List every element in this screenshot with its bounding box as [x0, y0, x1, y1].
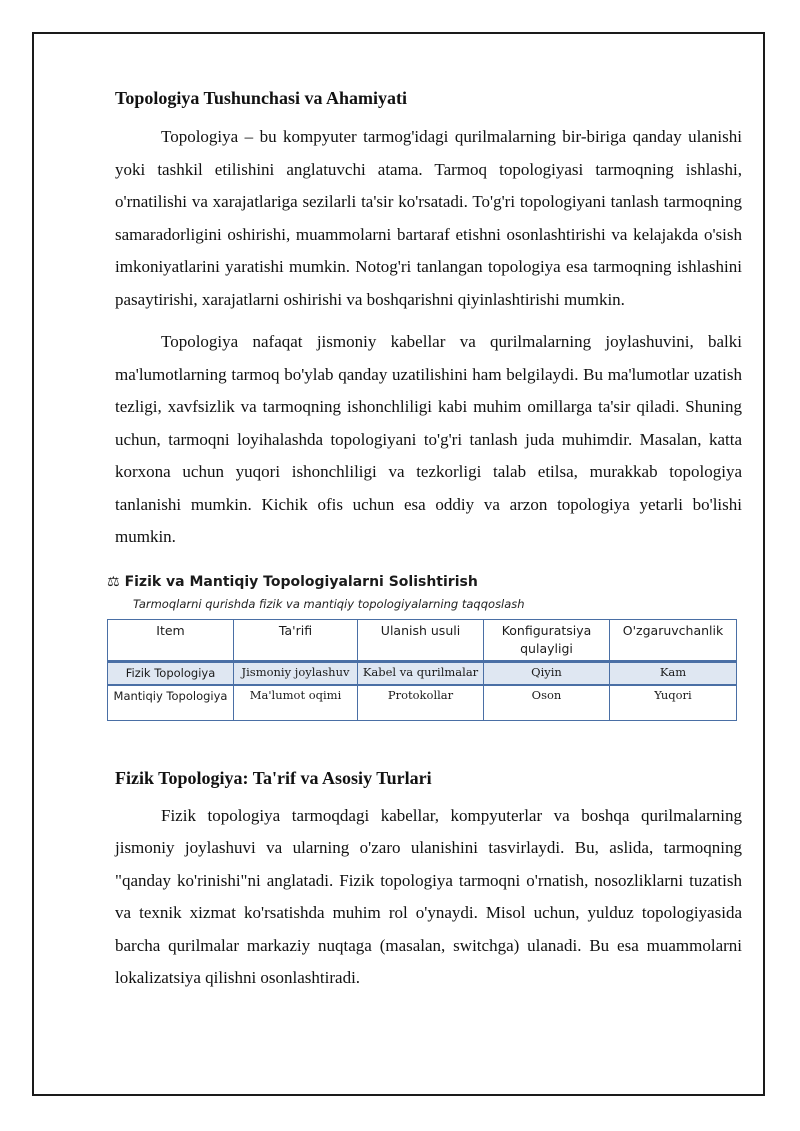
table-cell: Yuqori	[610, 685, 737, 721]
comparison-table-block	[107, 572, 742, 721]
table-heading-text: Fizik va Mantiqiy Topologiyalarni Solishtirish	[124, 573, 478, 590]
row-header-cell: Mantiqiy Topologiya	[108, 685, 234, 721]
table-cell: Jismoniy joylashuv	[234, 661, 358, 685]
paragraph: Fizik topologiya tarmoqdagi kabellar, kompyuterlar va boshqa qurilmalarning jismoniy joylashuvi va ularning o'zaro ulanishini tasvirlaydi. Bu, aslida, tarmoqning "qanday ko'rinishi"ni anglatadi. Fizik topologiya tarmoqni o'rnatish, nosozliklarni tuzatish va texnik xizmat ko'rsatishda muhim rol o'ynaydi. Misol uchun, yulduz topologiyasida barcha qurilmalar markaziy nuqtaga (masalan, switchga) ulanadi. Bu esa muammolarni lokalizatsiya qilishni osonlashtiradi.	[115, 805, 742, 987]
table-row	[108, 661, 737, 685]
table-heading	[107, 572, 742, 592]
table-cell: Kam	[610, 661, 737, 685]
column-header: Konfiguratsiya qulayligi	[484, 619, 610, 661]
paragraph: Topologiya – bu kompyuter tarmog'idagi qurilmalarning bir-biriga qanday ulanishi yoki tashkil etilishini anglatuvchi atama. Tarmoq topologiyasi tarmoqning ishlashi, o'rnatilishi va xarajatlariga sezilarli ta'sir ko'rsatadi. To'g'ri topologiyani tanlash tarmoqning samaradorligini oshirishi, muammolarni bartaraf etishni osonlashtirishi va kelajakda o'sish imkoniyatlarini yaratishi mumkin. Notog'ri tanlangan topologiya esa tarmoqning ishlashini pasaytirishi, xarajatlarni oshirishi va boshqarishni qiyinlashtirishi mumkin.	[115, 127, 742, 309]
table-cell: Kabel va qurilmalar	[358, 661, 484, 685]
section-title: Topologiya Tushunchasi va Ahamiyati	[115, 88, 407, 108]
table-row	[108, 685, 737, 721]
comparison-table	[107, 619, 737, 721]
table-cell: Protokollar	[358, 685, 484, 721]
table-header-row	[108, 619, 737, 661]
table-cell: Qiyin	[484, 661, 610, 685]
table-cell: Ma'lumot oqimi	[234, 685, 358, 721]
column-header: Ulanish usuli	[358, 619, 484, 661]
table-cell: Oson	[484, 685, 610, 721]
balance-scale-icon: ⚖	[107, 573, 120, 590]
document-content	[107, 86, 742, 995]
column-header: O'zgaruvchanlik	[610, 619, 737, 661]
table-caption: Tarmoqlarni qurishda fizik va mantiqiy topologiyalarning taqqoslash	[133, 596, 525, 611]
column-header: Ta'rifi	[234, 619, 358, 661]
row-header-cell: Fizik Topologiya	[108, 661, 234, 685]
section-title: Fizik Topologiya: Ta'rif va Asosiy Turlari	[115, 767, 432, 788]
column-header: Item	[108, 619, 234, 661]
paragraph: Topologiya nafaqat jismoniy kabellar va qurilmalarning joylashuvini, balki ma'lumotlarning tarmoq bo'ylab qanday uzatilishini ham belgilaydi. Bu ma'lumotlar uzatish tezligi, xavfsizlik va tarmoqning ishonchliligi kabi muhim omillarga ta'sir qiladi. Shuning uchun, tarmoqni loyihalashda topologiyani to'g'ri tanlash juda muhimdir. Masalan, katta korxona uchun yuqori ishonchliligi va tezkorligi talab etilsa, murakkab topologiya tanlanishi mumkin. Kichik ofis uchun esa oddiy va arzon topologiya yetarli bo'lishi mumkin.	[115, 332, 742, 546]
